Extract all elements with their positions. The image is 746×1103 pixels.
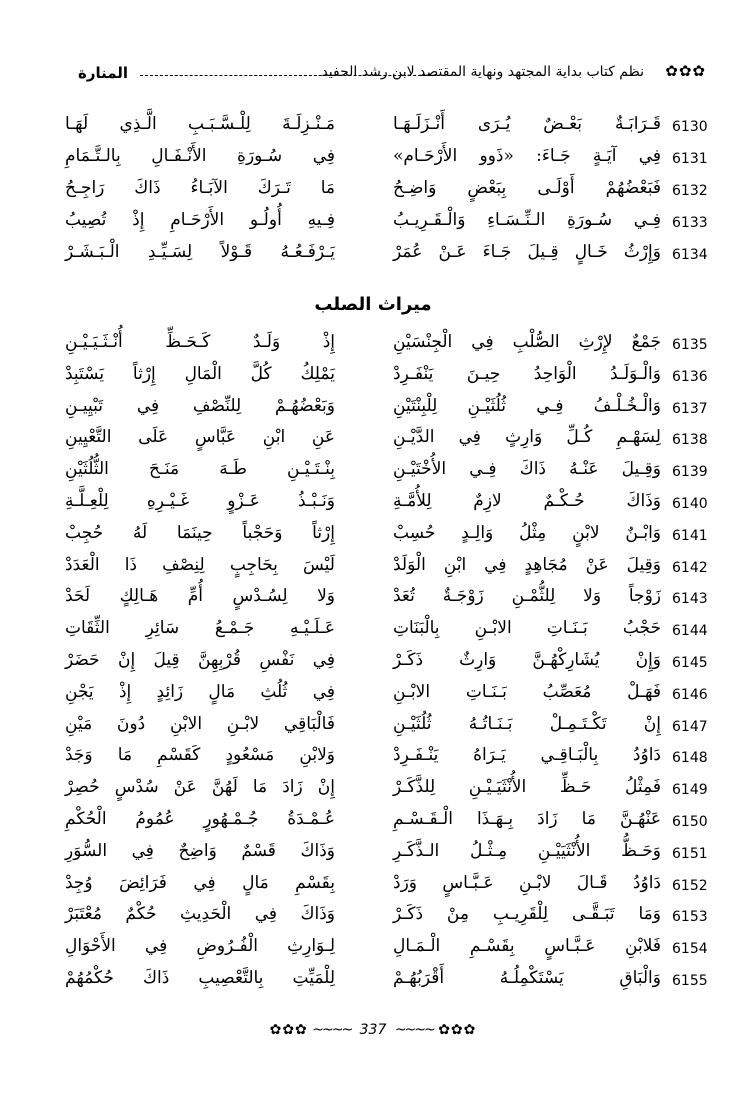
verse-second-hemistich: مَـنْـزِلَـةَ لِلْـسَّـبَـبِ الَّـذِي لَهَـا [65, 114, 335, 134]
page-number: 337 [359, 1022, 387, 1038]
verse-number: 6146 [672, 686, 708, 703]
verse-number: 6131 [672, 151, 708, 167]
verse-row [0, 712, 746, 742]
verse-row [0, 775, 746, 805]
verse-second-hemistich: لِلْمَيِّتِ بِالتَّعْصِيبِ ذَاكَ حُكْمُهُمْ [65, 968, 335, 988]
verse-row [0, 584, 746, 614]
verse-row [0, 648, 746, 678]
verse-second-hemistich: وَبَعْضُهُـمْ لِلنِّصْفِ فِي تَبْيِيـنِ [65, 395, 335, 416]
verse-row [0, 362, 746, 392]
verse-number: 6149 [672, 782, 708, 799]
verse-second-hemistich: فِي نَفْسِ قُرْبِهِنَّ قِيلَ إِنْ حَضَرْ [65, 650, 335, 670]
verse-row [0, 934, 746, 964]
verse-row [0, 425, 746, 455]
verse-first-hemistich: فِي آيَـةٍ جَـاءَ: «ذَوو الأَرْحَـام» [393, 146, 661, 166]
verse-number: 6138 [672, 432, 708, 449]
verse-number: 6142 [672, 559, 708, 576]
verse-first-hemistich: وَالْـوَلَـدُ الْوَاحِدُ حِيـنَ يَنْفَـرِدْ [393, 363, 661, 384]
verse-second-hemistich: عُـمْـدَةُ جُـمْـهُورٍ عُمُومُ الْحُكْمِ [65, 809, 335, 829]
verse-first-hemistich: وَالْبَاقِ يَسْتَكْمِلُـهُ أَقْرَبُهُـمْ [393, 968, 661, 988]
verse-first-hemistich: دَاوُدُ قَـالَ لابْـنِ عَـبَّـاسٍ وَرَدْ [393, 872, 661, 893]
verse-number: 6133 [672, 215, 708, 231]
verse-second-hemistich: بِقَسْمِ مَالٍ فِي فَرَائِضَ وُجِدْ [65, 872, 335, 893]
verse-first-hemistich: فَلابْنِ عَـبَّـاسٍ بِقَسْـمِ الْـمَـالِ [393, 936, 661, 957]
verse-row [0, 208, 746, 238]
verse-row [0, 616, 746, 646]
verse-second-hemistich: يَمْلِكُ كُلَّ الْمَالِ إِرْثاً يَسْتَبِدْ [65, 363, 335, 384]
verse-number: 6155 [672, 973, 708, 989]
verse-second-hemistich: وَلا لِسُـدْسٍ أُمِّ هَـالِكٍ لَحَدْ [65, 586, 335, 607]
verse-first-hemistich: زَوْجاً وَلا لِلثُّمْـنِ زَوْجَـةٌ تُعَدْ [393, 586, 661, 607]
verse-first-hemistich: وَالْـخُـلْـفُ فِـي ثُلُثَيْـنِ لِلْبِنْتَيْنِ [393, 395, 661, 416]
verse-number: 6148 [672, 750, 708, 767]
verse-first-hemistich: إِنْ تَكْـتَـمِـلْ بَـنَـاتُـهُ ثُلُثَيْـنِ [393, 713, 661, 734]
verse-second-hemistich: يَـرْفَـعُـهُ قَـوْلاً لِسَـيِّـدِ الْـبَـشَـرْ [65, 242, 335, 262]
verse-first-hemistich: فَبَعْضُهُمْ أَوْلَـى بِبَعْضٍ وَاضِـحُ [393, 178, 661, 198]
verse-row [0, 871, 746, 901]
verse-second-hemistich: لِـوَارِثِ الْفُـرُوضِ فِي الأَحْوَالِ [65, 936, 335, 957]
verse-first-hemistich: وَإِنْ يُشَارِكْهُـنَّ وَارِثٌ ذَكَـرْ [393, 650, 661, 670]
verse-row [0, 330, 746, 360]
verse-second-hemistich: وَذَاكَ فِي الْحَدِيثِ حُكْمٌ مُعْتَبَرْ [65, 904, 335, 925]
verse-number: 6150 [672, 814, 708, 830]
book-title: نظم كتاب بداية المجتهد ونهاية المقتصد لابن رشد الحفيد [321, 64, 644, 80]
verse-number: 6141 [672, 527, 708, 544]
verse-row [0, 112, 746, 142]
verse-number: 6137 [672, 400, 708, 417]
verse-number: 6130 [672, 119, 708, 135]
verse-second-hemistich: فِي سُـورَةِ الأَنْـفَـالِ بِالـتَّـمَامِ [65, 146, 335, 166]
verse-second-hemistich: عَـلَـيْـهِ جَـمْـعُ سَائِرِ الثِّقَاتِ [65, 618, 335, 639]
page-footer [0, 1022, 746, 1038]
verse-second-hemistich: إِرْثاً وَحَجْباً حِينَمَا لَهُ حُجِبْ [65, 522, 335, 543]
section-title: ميراث الصلب [314, 294, 432, 315]
verse-row [0, 966, 746, 996]
verse-number: 6140 [672, 496, 708, 512]
verse-row [0, 176, 746, 206]
section-label: المنارة [78, 64, 129, 82]
page-header [70, 60, 706, 90]
verse-second-hemistich: لَيْسَ بِحَاجِبٍ لِنِصْفِ ذَا الْعَدَدْ [65, 554, 335, 575]
verse-number: 6151 [672, 845, 708, 862]
flower-ornament-icon: ✿✿✿ [269, 1022, 308, 1038]
verse-row [0, 743, 746, 773]
verse-first-hemistich: وَحَـظُّ الأُنْثَيَيْـنِ مِـثْـلُ الـذَّكَـرِ [393, 840, 661, 861]
verse-number: 6134 [672, 247, 708, 263]
verse-first-hemistich: فِـي سُـورَةِ الـنِّـسَـاءِ وَالْـقَـرِيـبُ [393, 210, 661, 230]
verse-second-hemistich: عَنِ ابْنِ عَبَّاسٍ عَلَى التَّعْيِينِ [65, 427, 335, 448]
verse-number: 6143 [672, 591, 708, 608]
footer-divider: ~~~~ [394, 1022, 434, 1038]
verse-second-hemistich: إِنْ زَادَ مَا لَهُنَّ عَنْ سُدْسٍ حُصِرْ [65, 777, 335, 798]
verse-first-hemistich: وَقِيلَ عَنْ مُجَاهِدٍ فِي ابْنِ الْوَلَدْ [393, 554, 661, 575]
verse-number: 6135 [672, 337, 708, 353]
verse-second-hemistich: مَا تَـرَكَ الآبَـاءُ ذَاكَ رَاجِـحُ [65, 178, 335, 198]
verse-first-hemistich: حَجْبُ بَـنَـاتِ الابْـنِ بِالْبَنَاتِ [393, 618, 661, 639]
verse-first-hemistich: وَإِرْثُ خَـالٍ قِـيلَ جَـاءَ عَـنْ عُمَرْ [393, 242, 661, 262]
verse-row [0, 902, 746, 932]
flower-ornament-icon: ✿✿✿ [665, 62, 706, 80]
verse-second-hemistich: وَلابْنِ مَسْعُودٍ كَقَسْمِ مَا وَجَدْ [65, 745, 335, 766]
verse-second-hemistich: فِـيهِ أُولُـو الأَرْحَـامِ إِذْ تُصِيبُ [65, 210, 335, 230]
verse-first-hemistich: وَمَا تَبَـقَّـى لِلْقَرِيـبِ مِنْ ذَكَـرْ [393, 904, 661, 925]
verse-second-hemistich: فِي ثُلُثِ مَالٍ زَائِدٍ إِذْ يَجْنِ [65, 681, 335, 702]
verse-first-hemistich: قَـرَابَـةٌ بَعْـضٌ يُـرَى أَنْـزَلَـهَـا [393, 114, 661, 134]
verse-row [0, 521, 746, 551]
verse-number: 6154 [672, 941, 708, 958]
verse-row [0, 394, 746, 424]
verse-number: 6152 [672, 877, 708, 894]
verse-first-hemistich: عَنْهُـنَّ مَا زَادَ بِـهَـذَا الْـقَـسْـمِ [393, 809, 661, 829]
verse-first-hemistich: فَمِثْلُ حَـظِّ الأُنْثَيَـيْـنِ لِلذَّكَـرْ [393, 777, 661, 798]
verse-number: 6144 [672, 623, 708, 640]
footer-divider: ~~~~ [312, 1022, 352, 1038]
verse-first-hemistich: وَذَاكَ حُـكْـمٌ لازِمٌ لِلأُمَّـةِ [393, 491, 661, 511]
verse-row [0, 553, 746, 583]
verse-row [0, 457, 746, 487]
verse-number: 6136 [672, 368, 708, 385]
verse-row [0, 240, 746, 270]
verse-number: 6145 [672, 655, 708, 671]
verse-row [0, 807, 746, 837]
verse-number: 6153 [672, 909, 708, 926]
verse-first-hemistich: فَهَـلْ مُعَصِّبُ بَـنَـاتِ الابْـنِ [393, 681, 661, 702]
verse-row [0, 680, 746, 710]
verse-second-hemistich: فَالْبَاقِي لابْـنِ الابْنِ دُونَ مَيْنِ [65, 713, 335, 734]
verse-second-hemistich: إِذْ وَلَـدٌ كَـحَـظِّ أُنْـثَـيَـيْـنِ [65, 332, 335, 352]
verse-number: 6139 [672, 464, 708, 481]
verse-second-hemistich: وَذَاكَ قَسْمٌ وَاضِحٌ فِي السُّوَرِ [65, 840, 335, 861]
verse-number: 6147 [672, 718, 708, 735]
verse-first-hemistich: جَمْعٌ لإِرْثِ الصُّلْبِ فِي الْجِنْسَيْنِ [393, 332, 661, 352]
verse-first-hemistich: دَاوُدُ بِالْبَـاقِـي يَـرَاهُ يَنْـفَـرِدْ [393, 745, 661, 766]
verse-first-hemistich: لِسَهْـمِ كُـلِّ وَارِثٍ فِي الدَّيْـنِ [393, 427, 661, 448]
verse-first-hemistich: وَقِـيلَ عَنْـهُ ذَاكَ فِـي الأُخْتَيْـنِ [393, 459, 661, 480]
verse-row [0, 839, 746, 869]
header-divider [140, 75, 436, 76]
verse-row [0, 144, 746, 174]
verse-number: 6132 [672, 183, 708, 199]
verse-second-hemistich: بِنْـتَـيْـنِ طَـهَ مَنَـحَ الثُّلُثَيْنِ [65, 459, 335, 480]
verse-first-hemistich: وَابْـنٌ لابْنٍ مِثْلُ وَالِـدٍ حُسِبْ [393, 522, 661, 543]
flower-ornament-icon: ✿✿✿ [438, 1022, 477, 1038]
verse-row [0, 489, 746, 519]
verse-second-hemistich: وَنَـبْـذُ عَـزْوٍ غَـيْـرِهِ لِلْعِـلَّـةِ [65, 491, 335, 511]
